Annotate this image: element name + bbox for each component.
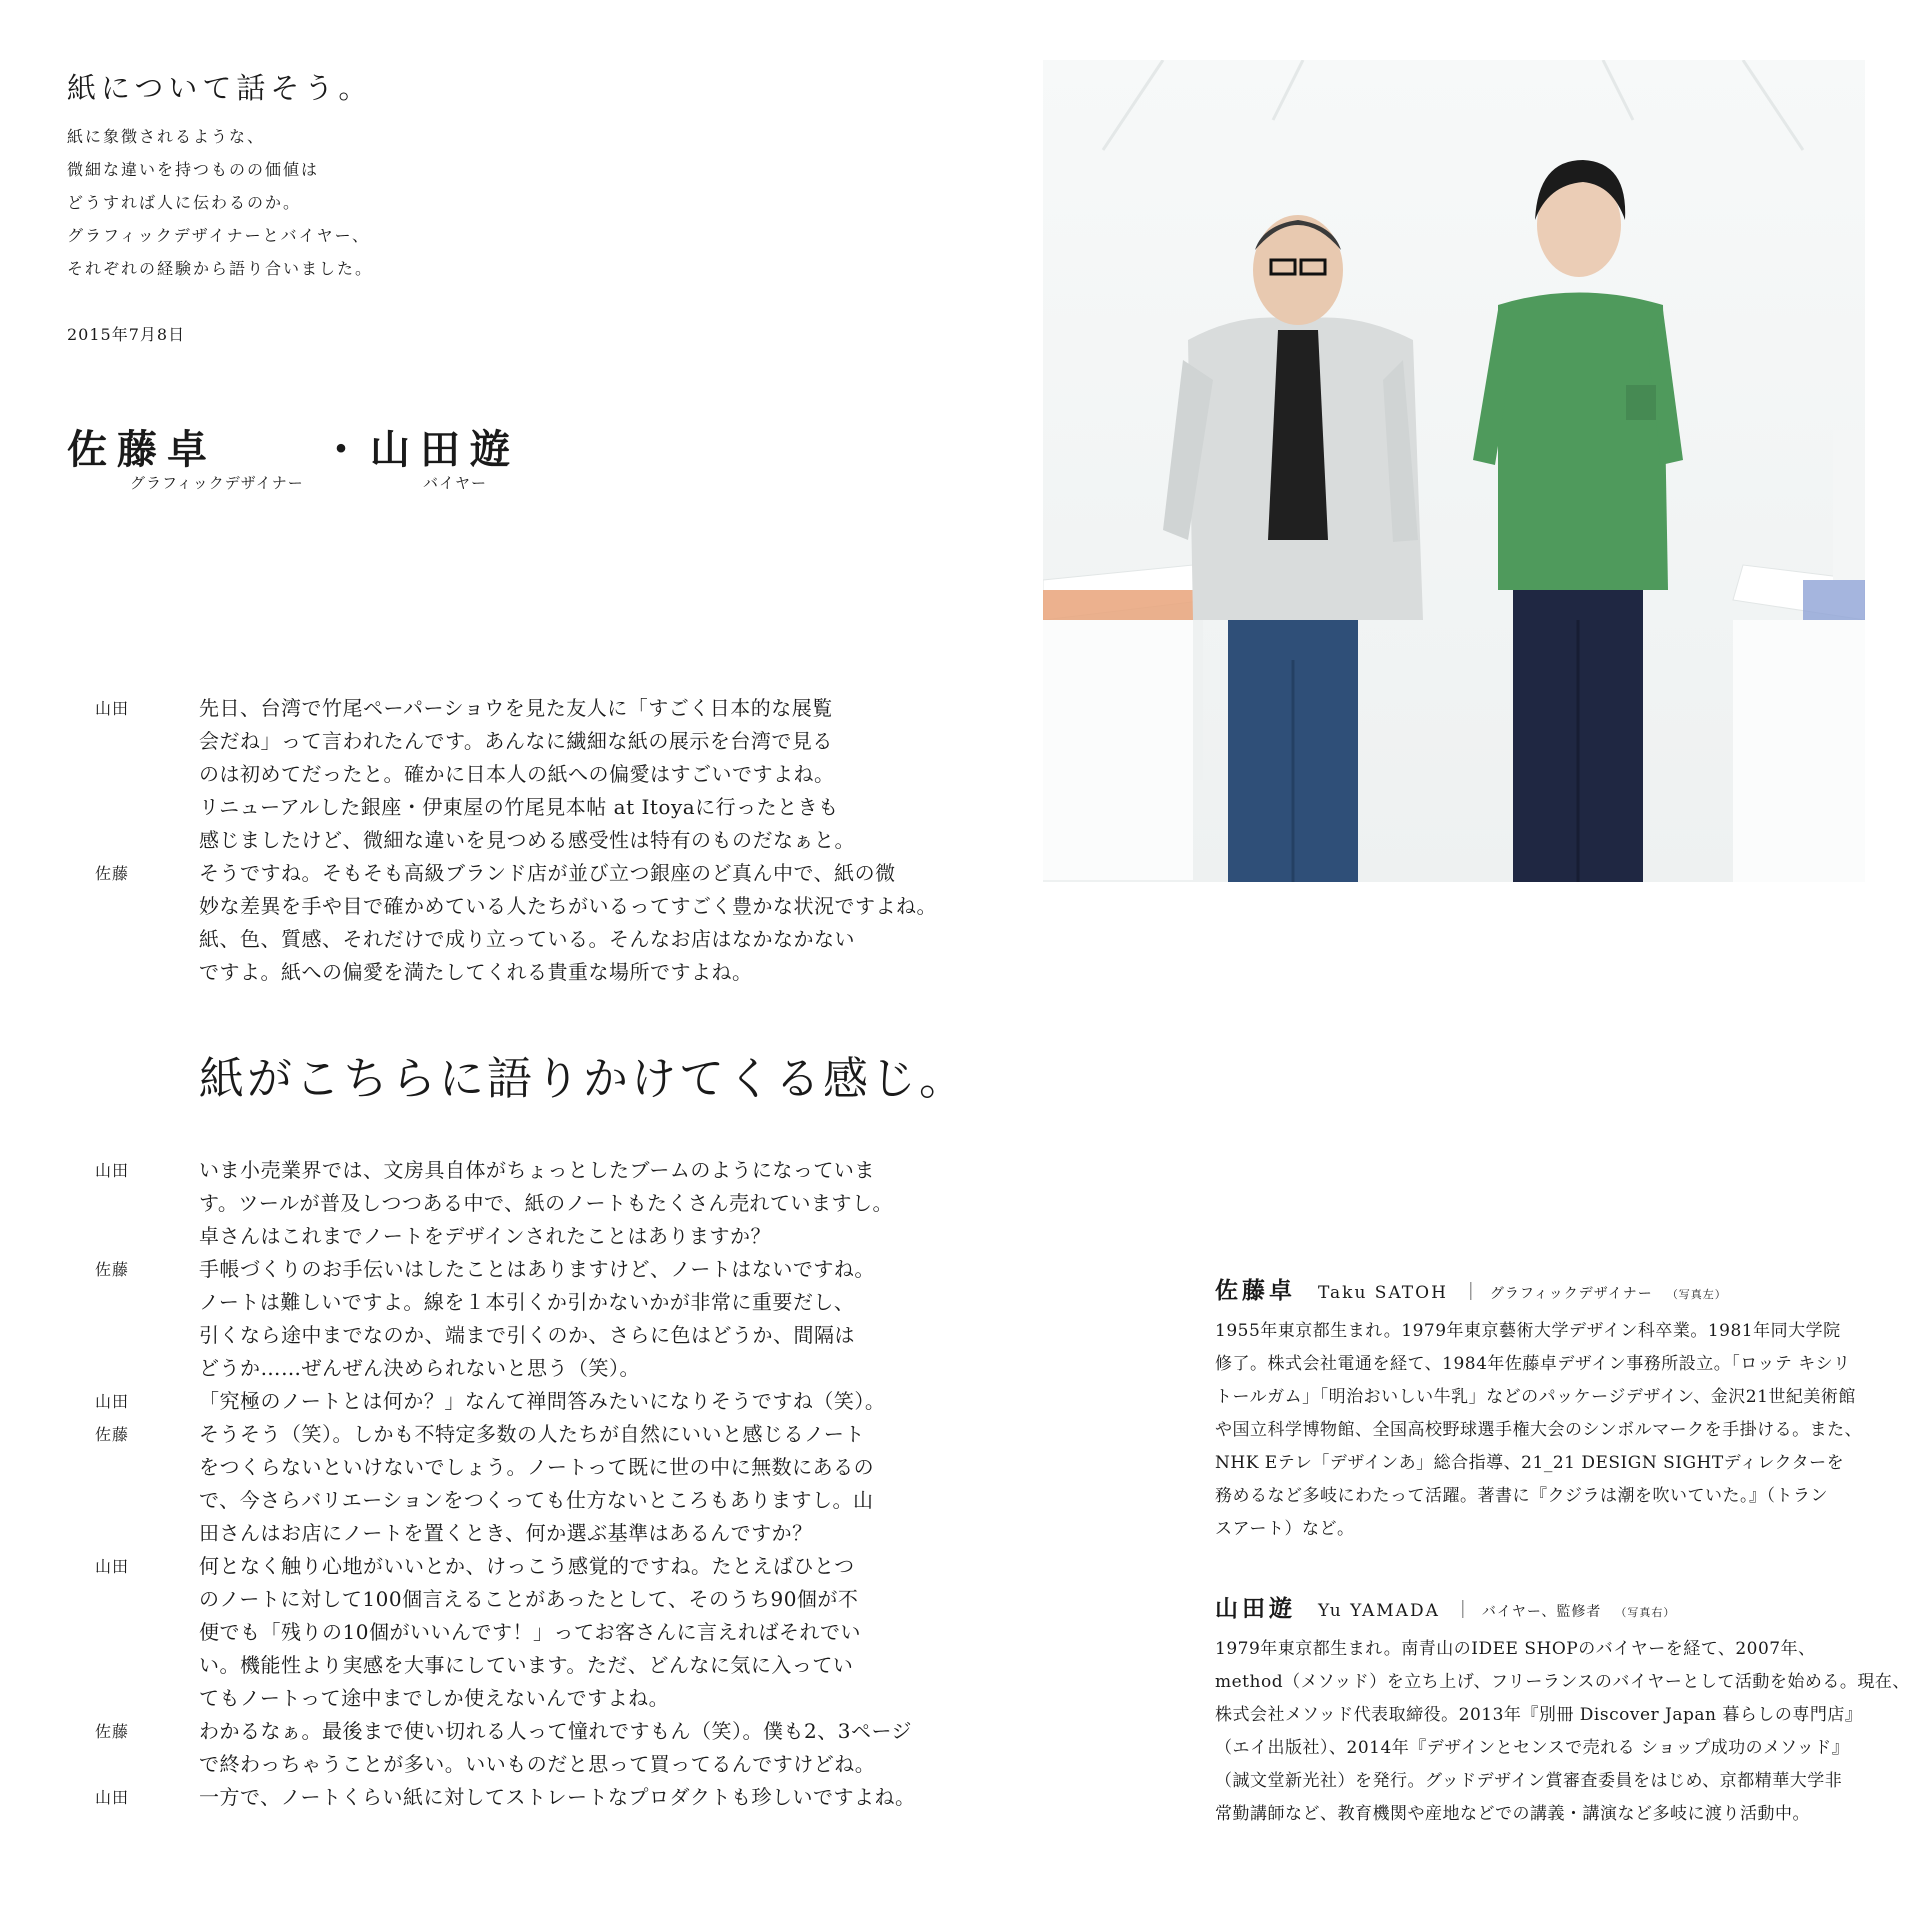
text-line: い。機能性より実感を大事にしています。ただ、どんなに気に入ってい bbox=[199, 1653, 854, 1677]
text-line: 便でも「残りの10個がいいんです！」ってお客さんに言えればそれでい bbox=[199, 1620, 861, 1644]
speaker-label: 山田 bbox=[95, 1788, 130, 1807]
speaker-label: 佐藤 bbox=[95, 1425, 130, 1444]
text-line: わかるなぁ。最後まで使い切れる人って憧れですもん（笑）。僕も2、3ページ bbox=[199, 1719, 913, 1743]
bio-line: 務めるなど多岐にわたって活躍。著書に『クジラは潮を吹いていた。』（トラン bbox=[1215, 1486, 1828, 1506]
text-line: 田さんはお店にノートを置くとき、何か選ぶ基準はあるんですか？ bbox=[199, 1521, 813, 1545]
text-line: いま小売業界では、文房具自体がちょっとしたブームのようになっていま bbox=[199, 1158, 875, 1182]
bio-line: 1979年東京都生まれ。南青山のIDEE SHOPのバイヤーを経て、2007年、 bbox=[1215, 1639, 1816, 1659]
profile-name-en: Taku SATOH bbox=[1318, 1283, 1448, 1303]
text-line: 「究極のノートとは何か？」なんて禅問答みたいになりそうですね（笑）。 bbox=[199, 1389, 886, 1413]
dialogue-text bbox=[199, 1154, 895, 1253]
text-line: 何となく触り心地がいいとか、けっこう感覚的ですね。たとえばひとつ bbox=[199, 1554, 855, 1578]
dialogue-section-2 bbox=[95, 1154, 916, 1814]
profile-divider: ｜ bbox=[1453, 1600, 1472, 1621]
intro-text bbox=[67, 120, 487, 285]
dialogue-text bbox=[199, 1715, 913, 1781]
intro-line: それぞれの経験から語り合いました。 bbox=[67, 259, 374, 278]
intro-line: 紙に象徴されるような、 bbox=[67, 127, 266, 146]
profile-header bbox=[1215, 1272, 1875, 1305]
dialogue-turn bbox=[95, 1385, 895, 1418]
dialogue-turn bbox=[95, 1715, 913, 1781]
profile-header bbox=[1215, 1590, 1875, 1623]
dialogue-text bbox=[199, 1418, 895, 1550]
text-line: 会だね」って言われたんです。あんなに繊細な紙の展示を台湾で見る bbox=[199, 729, 833, 753]
text-line: 引くなら途中までなのか、端まで引くのか、さらに色はどうか、間隔は bbox=[199, 1323, 855, 1347]
profile-role: バイヤー、監修者 bbox=[1481, 1604, 1602, 1620]
text-line: そうですね。そもそも高級ブランド店が並び立つ銀座のど真ん中で、紙の微 bbox=[199, 861, 896, 885]
dialogue-turn bbox=[95, 1154, 895, 1253]
dialogue-turn bbox=[95, 857, 937, 989]
profile-name: 佐藤卓 bbox=[1215, 1277, 1296, 1304]
profile-photo-note: （写真左） bbox=[1666, 1288, 1727, 1301]
dialogue-text bbox=[199, 1550, 895, 1715]
profile-yamada bbox=[1215, 1590, 1910, 1831]
name-separator: ・ bbox=[321, 426, 371, 473]
profile-photo-note: （写真右） bbox=[1615, 1606, 1676, 1619]
text-line: どうか……ぜんぜん決められないと思う（笑）。 bbox=[199, 1356, 640, 1380]
intro-line: どうすれば人に伝わるのか。 bbox=[67, 193, 302, 212]
text-line: そうそう（笑）。しかも不特定多数の人たちが自然にいいと感じるノート bbox=[199, 1422, 865, 1446]
profile-satoh bbox=[1215, 1272, 1875, 1546]
bio-line: （エイ出版社）、2014年『デザインとセンスで売れる ショップ成功のメソッド』 bbox=[1215, 1738, 1850, 1758]
speaker-label: 佐藤 bbox=[95, 1260, 130, 1279]
dialogue-text bbox=[199, 857, 937, 989]
dialogue-section-1 bbox=[95, 692, 937, 989]
text-line: てもノートって途中までしか使えないんですよね。 bbox=[199, 1686, 670, 1710]
participant-role-yamada: バイヤー bbox=[423, 474, 488, 492]
dialogue-turn bbox=[95, 1781, 916, 1814]
bio-line: NHK Eテレ「デザインあ」総合指導、21_21 DESIGN SIGHTディレクターを bbox=[1215, 1453, 1845, 1473]
article-date: 2015年7月8日 bbox=[67, 325, 186, 344]
text-line: で終わっちゃうことが多い。いいものだと思って買ってるんですけどね。 bbox=[199, 1752, 876, 1776]
dialogue-turn bbox=[95, 1253, 895, 1385]
speaker-label: 山田 bbox=[95, 1161, 130, 1180]
text-line: す。ツールが普及しつつある中で、紙のノートもたくさん売れていますし。 bbox=[199, 1191, 893, 1215]
bio-line: 常勤講師など、教育機関や産地などでの講義・講演など多岐に渡り活動中。 bbox=[1215, 1804, 1810, 1824]
text-line: 卓さんはこれまでノートをデザインされたことはありますか？ bbox=[199, 1224, 771, 1248]
bio-line: や国立科学博物館、全国高校野球選手権大会のシンボルマークを手掛ける。また、 bbox=[1215, 1420, 1863, 1440]
bio-line: スアート）など。 bbox=[1215, 1519, 1355, 1539]
participant-role-satoh: グラフィックデザイナー bbox=[130, 474, 304, 492]
section-heading: 紙がこちらに語りかけてくる感じ。 bbox=[199, 1052, 968, 1105]
profile-name: 山田遊 bbox=[1215, 1595, 1296, 1622]
speaker-label: 山田 bbox=[95, 1392, 130, 1411]
text-line: 妙な差異を手や目で確かめている人たちがいるってすごく豊かな状況ですよね。 bbox=[199, 894, 937, 918]
text-line: で、今さらバリエーションをつくっても仕方ないところもありますし。山 bbox=[199, 1488, 874, 1512]
intro-line: グラフィックデザイナーとバイヤー、 bbox=[67, 226, 370, 245]
portrait-photo bbox=[1043, 60, 1865, 882]
participant-name-yamada: 山田遊 bbox=[370, 426, 520, 473]
text-line: 感じましたけど、微細な違いを見つめる感受性は特有のものだなぁと。 bbox=[199, 828, 855, 852]
dialogue-text bbox=[199, 692, 895, 857]
profile-divider: ｜ bbox=[1461, 1282, 1480, 1303]
dialogue-turn bbox=[95, 1418, 895, 1550]
speaker-label: 山田 bbox=[95, 1557, 130, 1576]
bio-line: method（メソッド）を立ち上げ、フリーランスのバイヤーとして活動を始める。現在、 bbox=[1215, 1672, 1910, 1692]
text-line: ですよ。紙への偏愛を満たしてくれる貴重な場所ですよね。 bbox=[199, 960, 753, 984]
bio-line: 1955年東京都生まれ。1979年東京藝術大学デザイン科卒業。1981年同大学院 bbox=[1215, 1321, 1841, 1341]
dialogue-turn bbox=[95, 692, 895, 857]
portrait-illustration bbox=[1043, 60, 1865, 882]
text-line: 一方で、ノートくらい紙に対してストレートなプロダクトも珍しいですよね。 bbox=[199, 1785, 916, 1809]
text-line: ノートは難しいですよ。線を１本引くか引かないかが非常に重要だし、 bbox=[199, 1290, 855, 1314]
text-line: のは初めてだったと。確かに日本人の紙への偏愛はすごいですよね。 bbox=[199, 762, 835, 786]
speaker-label: 山田 bbox=[95, 699, 130, 718]
text-line: 紙、色、質感、それだけで成り立っている。そんなお店はなかなかない bbox=[199, 927, 855, 951]
intro-line: 微細な違いを持つものの価値は bbox=[67, 160, 320, 179]
speaker-label: 佐藤 bbox=[95, 864, 130, 883]
dialogue-text bbox=[199, 1385, 895, 1418]
bio-line: トールガム」「明治おいしい牛乳」などのパッケージデザイン、金沢21世紀美術館 bbox=[1215, 1387, 1856, 1407]
text-line: をつくらないといけないでしょう。ノートって既に世の中に無数にあるの bbox=[199, 1455, 875, 1479]
bio-line: （誠文堂新光社）を発行。グッドデザイン賞審査委員をはじめ、京都精華大学非 bbox=[1215, 1771, 1843, 1791]
profile-role: グラフィックデザイナー bbox=[1489, 1286, 1653, 1302]
text-line: 手帳づくりのお手伝いはしたことはありますけど、ノートはないですね。 bbox=[199, 1257, 875, 1281]
text-line: リニューアルした銀座・伊東屋の竹尾見本帖 at Itoyaに行ったときも bbox=[199, 795, 839, 819]
dialogue-text bbox=[199, 1253, 895, 1385]
profile-name-en: Yu YAMADA bbox=[1318, 1601, 1440, 1621]
page-title: 紙について話そう。 bbox=[67, 71, 373, 105]
text-line: のノートに対して100個言えることがあったとして、そのうち90個が不 bbox=[199, 1587, 859, 1611]
dialogue-text bbox=[199, 1781, 916, 1814]
speaker-label: 佐藤 bbox=[95, 1722, 130, 1741]
dialogue-turn bbox=[95, 1550, 895, 1715]
text-line: 先日、台湾で竹尾ペーパーショウを見た友人に「すごく日本的な展覧 bbox=[199, 696, 833, 720]
participant-name-satoh: 佐藤卓 bbox=[67, 426, 217, 473]
profile-bio bbox=[1215, 1315, 1875, 1546]
bio-line: 株式会社メソッド代表取締役。2013年『別冊 Discover Japan 暮らしの専門店』 bbox=[1215, 1705, 1863, 1725]
bio-line: 修了。株式会社電通を経て、1984年佐藤卓デザイン事務所設立。「ロッテ キシリ bbox=[1215, 1354, 1851, 1374]
profile-bio bbox=[1215, 1633, 1910, 1831]
